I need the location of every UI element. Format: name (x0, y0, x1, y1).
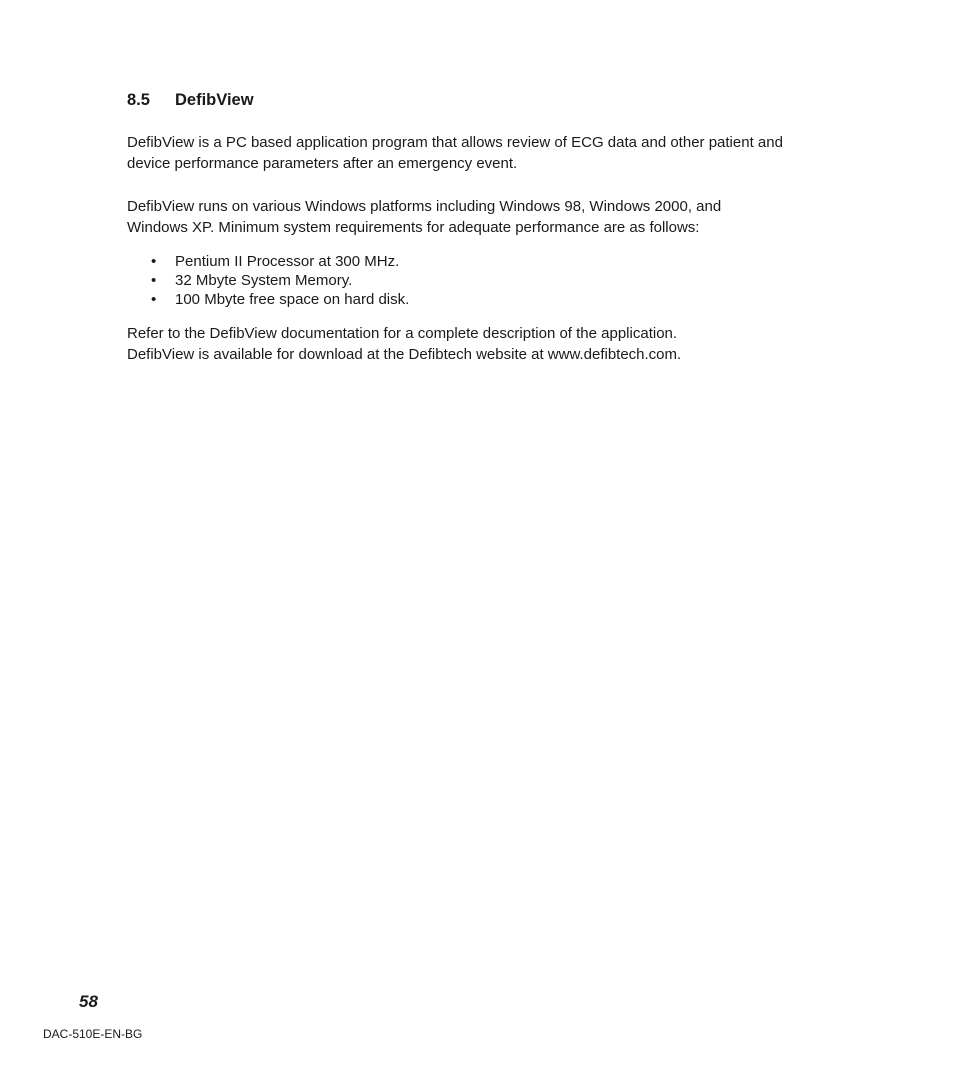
paragraph-line: device performance parameters after an emergency event. (127, 155, 518, 172)
bullet-icon: • (151, 272, 157, 289)
paragraph-line: Refer to the DefibView documentation for a complete description of the application. (127, 325, 678, 342)
paragraph-line: DefibView runs on various Windows platforms including Windows 98, Windows 2000, and (127, 198, 722, 215)
bullet-icon: • (151, 253, 157, 270)
paragraph-line: Windows XP. Minimum system requirements for adequate performance are as follows: (127, 219, 700, 236)
section-title: DefibView (175, 91, 254, 109)
bullet-icon: • (151, 291, 157, 308)
page-number: 58 (79, 992, 98, 1011)
requirement-text: Pentium II Processor at 300 MHz. (175, 253, 400, 270)
section-heading (127, 90, 254, 110)
list-item (127, 290, 409, 309)
requirements-list (127, 252, 409, 309)
documentation-paragraph (127, 323, 847, 365)
intro-paragraph (127, 132, 847, 174)
section-number: 8.5 (127, 91, 150, 109)
document-code: DAC-510E-EN-BG (43, 1027, 143, 1041)
list-item (127, 252, 409, 271)
list-item (127, 271, 409, 290)
requirement-text: 32 Mbyte System Memory. (175, 272, 353, 289)
paragraph-line: DefibView is a PC based application program that allows review of ECG data and other patient and (127, 134, 783, 151)
requirement-text: 100 Mbyte free space on hard disk. (175, 291, 410, 308)
platforms-paragraph (127, 196, 847, 238)
paragraph-line: DefibView is available for download at the Defibtech website at www.defibtech.com. (127, 346, 682, 363)
